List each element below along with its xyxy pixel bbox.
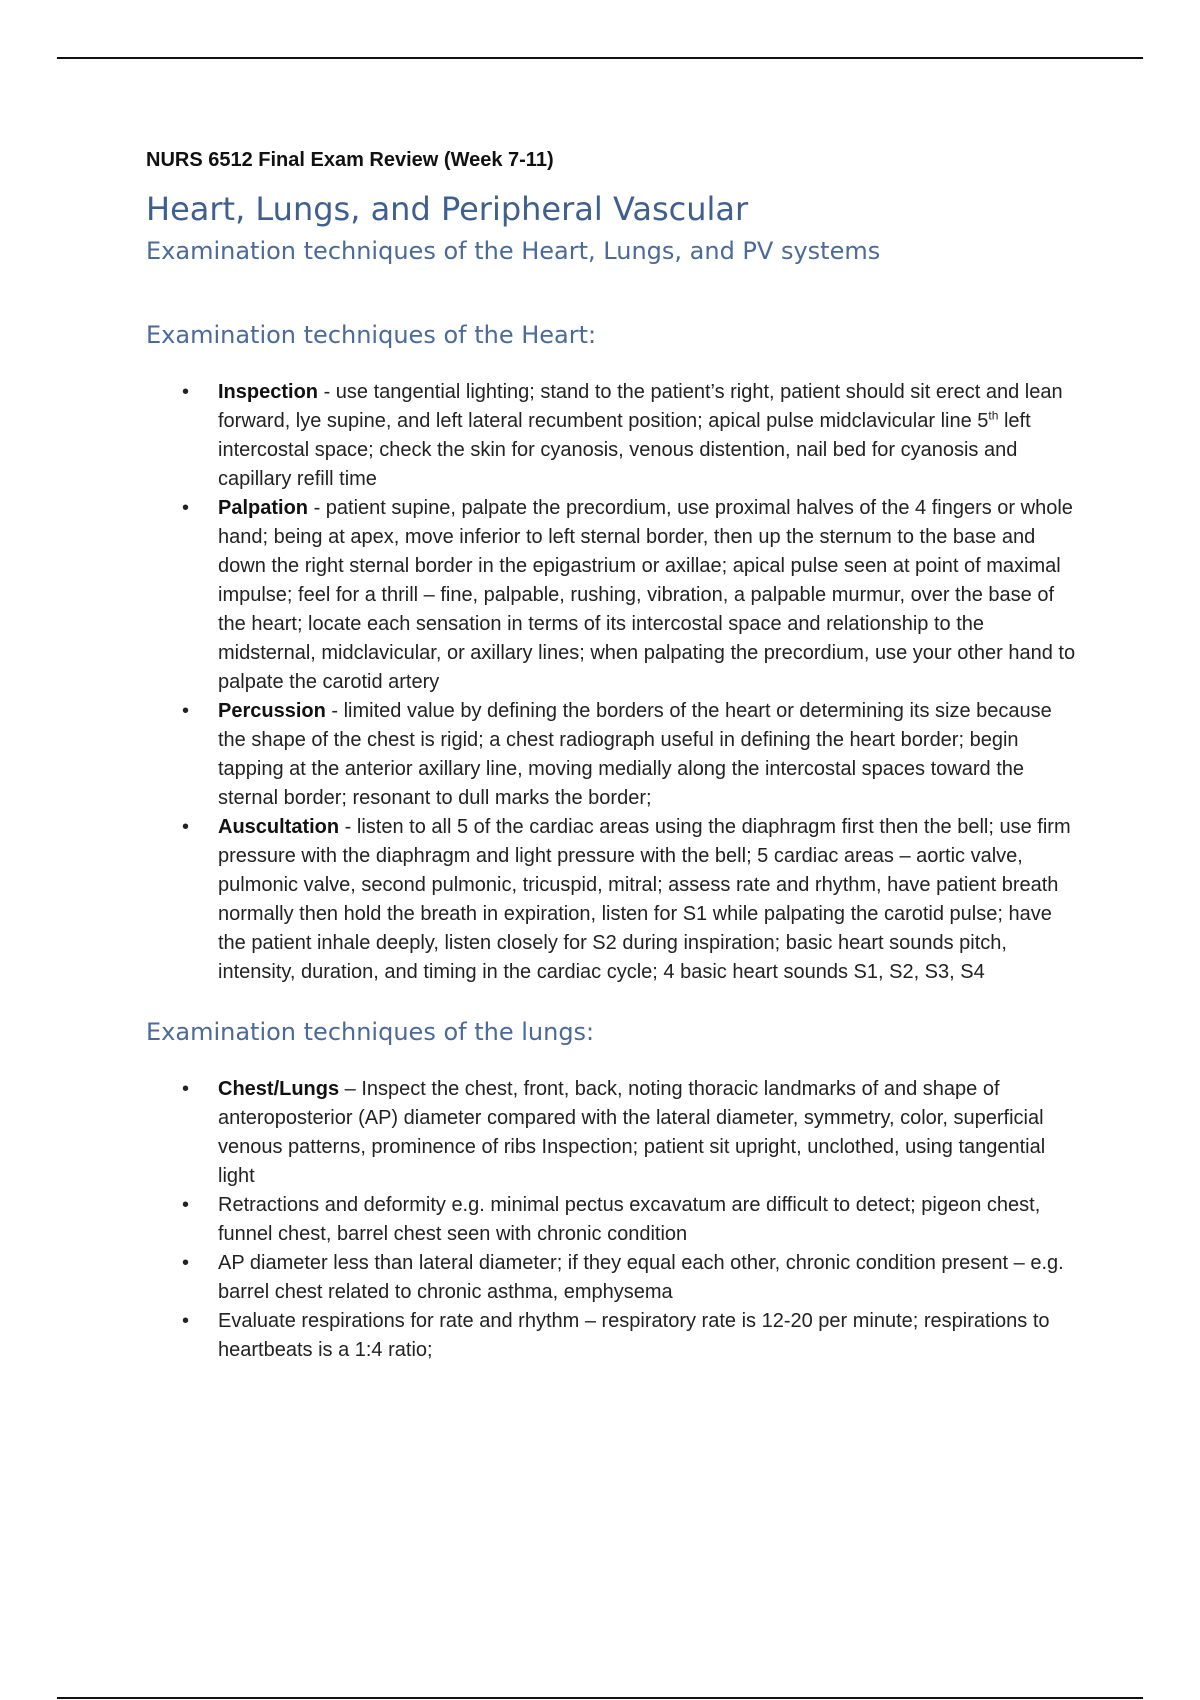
document-label: NURS 6512 Final Exam Review (Week 7-11): [146, 149, 554, 171]
page-title: Heart, Lungs, and Peripheral Vascular: [146, 190, 749, 228]
item-text: - use tangential lighting; stand to the patient’s right, patient should sit erect and lean forward, lye supine, and left lateral recumbent position; apical pulse midclavicular line 5: [218, 381, 1063, 432]
item-term: Auscultation: [218, 816, 340, 838]
ordinal-suffix: th: [988, 408, 999, 423]
list-item-retractions: [146, 1191, 1080, 1249]
lungs-techniques-list: [146, 1075, 1086, 1365]
list-item-palpation: [146, 494, 1080, 697]
bullet-icon: •: [182, 700, 190, 722]
list-item-auscultation: [146, 813, 1080, 987]
lungs-section-heading: Examination techniques of the lungs:: [146, 1018, 595, 1046]
list-item-respirations: [146, 1307, 1080, 1365]
bullet-icon: •: [182, 1310, 190, 1332]
item-text: - patient supine, palpate the precordium, use proximal halves of the 4 fingers or whole hand; being at apex, move inferior to left sternal border, then up the sternum to the base and down the right sternal border in the epigastrium or axillae; apical pulse seen at point of maximal impulse; feel for a thrill – fine, palpable, rushing, vibration, a palpable murmur, over the base of the heart; locate each sensation in terms of its intercostal space and relationship to the midsternal, midclavicular, or axillary lines; when palpating the precordium, use your other hand to palpate the carotid artery: [218, 497, 1076, 693]
bullet-icon: •: [182, 497, 190, 519]
heart-section-heading: Examination techniques of the Heart:: [146, 321, 597, 349]
document-body: [146, 146, 1086, 1365]
bullet-icon: •: [182, 1252, 190, 1274]
bottom-rule: [57, 1697, 1143, 1699]
top-rule: [57, 57, 1143, 59]
list-item-ap-diameter: [146, 1249, 1080, 1307]
item-text: Retractions and deformity e.g. minimal pectus excavatum are difficult to detect; pigeon chest, funnel chest, barrel chest seen with chronic condition: [218, 1194, 1041, 1245]
item-term: Palpation: [218, 497, 309, 519]
bullet-icon: •: [182, 1194, 190, 1216]
item-term: Percussion: [218, 700, 326, 722]
list-item-chest-lungs: [146, 1075, 1080, 1191]
item-text: - listen to all 5 of the cardiac areas using the diaphragm first then the bell; use firm pressure with the diaphragm and light pressure with the bell; 5 cardiac areas – aortic valve, pulmonic valve, second pulmonic, tricuspid, mitral; assess rate and rhythm, have patient breath normally then hold the breath in expiration, listen for S1 while palpating the carotid pulse; have the patient inhale deeply, listen closely for S2 during inspiration; basic heart sounds pitch, intensity, duration, and timing in the cardiac cycle; 4 basic heart sounds S1, S2, S3, S4: [218, 816, 1071, 983]
item-text: - limited value by defining the borders of the heart or determining its size because the shape of the chest is rigid; a chest radiograph useful in defining the heart border; begin tapping at the anterior axillary line, moving medially along the intercostal spaces toward the sternal border; resonant to dull marks the border;: [218, 700, 1052, 809]
item-term: Chest/Lungs: [218, 1078, 340, 1100]
item-text-continued: left intercostal space; check the skin for cyanosis, venous distention, nail bed for cyanosis and capillary refill time: [218, 410, 1031, 490]
list-item-inspection: [146, 378, 1080, 494]
bullet-icon: •: [182, 381, 190, 403]
bullet-icon: •: [182, 1078, 190, 1100]
page-subtitle: Examination techniques of the Heart, Lungs, and PV systems: [146, 237, 881, 265]
item-text: – Inspect the chest, front, back, noting thoracic landmarks of and shape of anteroposterior (AP) diameter compared with the lateral diameter, symmetry, color, superficial venous patterns, prominence of ribs Inspection; patient sit upright, unclothed, using tangential light: [218, 1078, 1046, 1187]
item-text: AP diameter less than lateral diameter; if they equal each other, chronic condition present – e.g. barrel chest related to chronic asthma, emphysema: [218, 1252, 1064, 1303]
item-text: Evaluate respirations for rate and rhythm – respiratory rate is 12-20 per minute; respirations to heartbeats is a 1:4 ratio;: [218, 1310, 1050, 1361]
list-item-percussion: [146, 697, 1080, 813]
item-term: Inspection: [218, 381, 319, 403]
bullet-icon: •: [182, 816, 190, 838]
heart-techniques-list: [146, 378, 1086, 987]
